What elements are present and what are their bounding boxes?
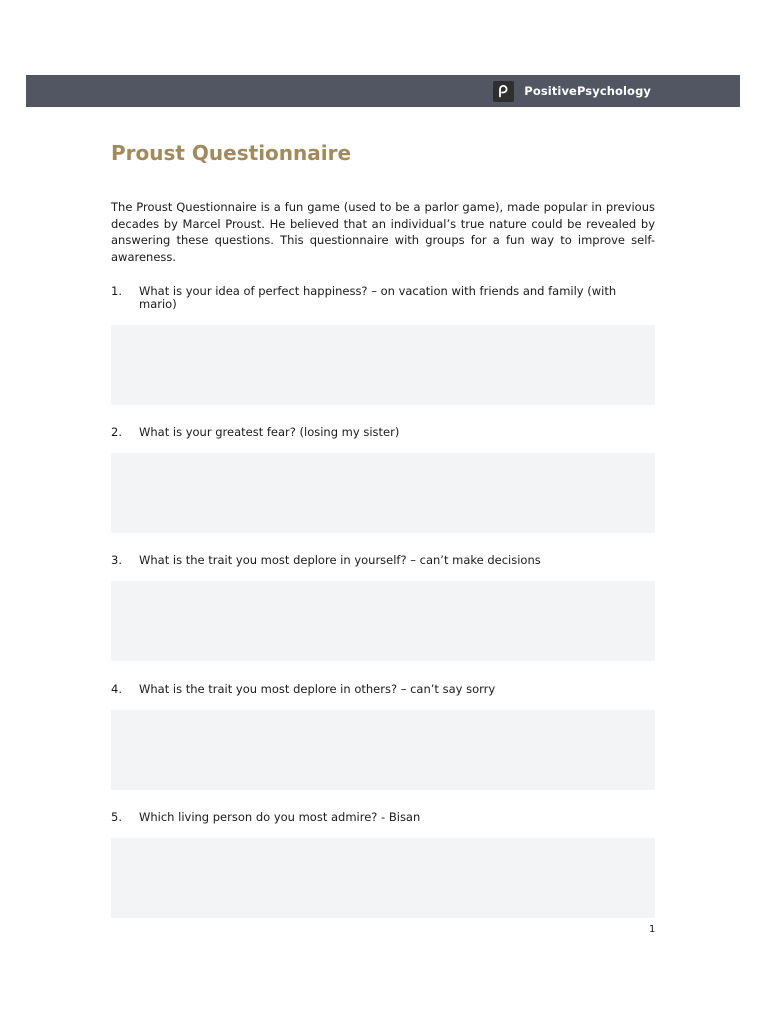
answer-box-4[interactable] [111,710,655,790]
question-1 [111,285,655,311]
brand[interactable] [493,75,651,107]
positivepsychology-logo-icon [493,81,514,102]
answer-box-5[interactable] [111,838,655,918]
question-2 [111,426,655,439]
question-4 [111,683,655,696]
header-bar [26,75,740,107]
question-number: 4. [111,682,122,696]
question-text: What is the trait you most deplore in yourself? – can’t make decisions [139,553,541,567]
question-number: 1. [111,284,122,298]
brand-name: PositivePsychology [524,84,651,98]
question-number: 5. [111,810,122,824]
question-text: What is your greatest fear? (losing my sister) [139,425,400,439]
question-5 [111,811,655,824]
page-title: Proust Questionnaire [111,141,352,165]
question-number: 3. [111,553,122,567]
question-number: 2. [111,425,122,439]
answer-box-1[interactable] [111,325,655,405]
page-number: 1 [649,924,656,935]
question-3 [111,554,655,567]
intro-paragraph: The Proust Questionnaire is a fun game (used to be a parlor game), made popular in previous decades by Marcel Proust. He believed that an individual’s true nature could be revealed by answering these questions. This questionnaire with groups for a fun way to improve self-awareness. [111,200,655,264]
answer-box-3[interactable] [111,581,655,661]
question-text: What is your idea of perfect happiness? – on vacation with friends and family (with mario) [139,284,617,311]
question-text: Which living person do you most admire? - Bisan [139,810,421,824]
answer-box-2[interactable] [111,453,655,533]
question-text: What is the trait you most deplore in others? – can’t say sorry [139,682,496,696]
